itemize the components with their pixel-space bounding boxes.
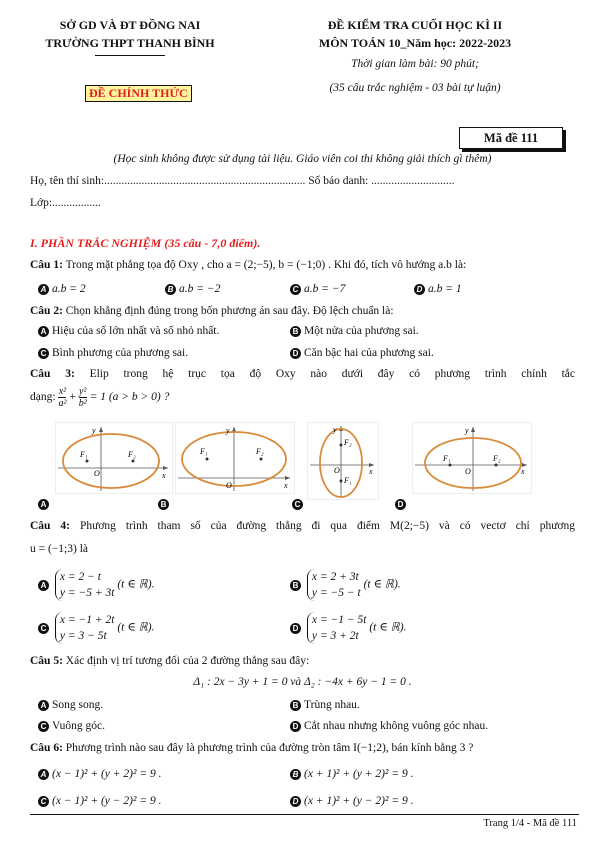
q4-b-param: (t ∈ ℝ). [363, 578, 401, 591]
q5-option-c[interactable] [38, 720, 105, 732]
q6-label: Câu 6: [30, 742, 63, 754]
exam-code-box: Mã đề 111 [459, 127, 563, 149]
official-badge: ĐỀ CHÍNH THỨC [85, 85, 192, 102]
q1-option-d-text: a.b = 1 [428, 283, 462, 295]
x-axis-arrow [285, 476, 290, 480]
q3-text-prefix: dạng: [30, 391, 56, 404]
q5-text: Xác định vị trí tương đối của 2 đường thẳng sau đây: [65, 655, 310, 667]
option-marker-b: B [290, 580, 301, 591]
label-origin: O [334, 466, 340, 475]
q2-option-b-text: Một nửa của phương sai. [304, 325, 419, 337]
q3-text: Elip trong hệ trục tọa độ Oxy nào dưới đây có phương trình chính tắc [89, 368, 576, 380]
q6-option-b-text: (x + 1)² + (y + 2)² = 9 . [304, 768, 414, 780]
q4-label: Câu 4: [30, 520, 70, 532]
q6-option-b[interactable] [290, 768, 413, 780]
q6-option-a-text: (x − 1)² + (y + 2)² = 9 . [52, 768, 162, 780]
q3-option-c[interactable] [292, 498, 306, 510]
ellipse [63, 434, 159, 488]
q4-option-d[interactable] [290, 612, 406, 644]
label-f2: F₂ [344, 438, 352, 447]
option-marker-b: B [290, 769, 301, 780]
page-footer: Trang 1/4 - Mã đề 111 [483, 818, 577, 829]
option-marker-a: A [38, 284, 49, 295]
label-f1: F₁ [443, 454, 451, 463]
q6-option-d-text: (x + 1)² + (y − 2)² = 9 . [304, 795, 414, 807]
focus-f2 [132, 460, 135, 463]
option-marker-d: D [290, 721, 301, 732]
question-6 [30, 742, 473, 754]
q2-option-a-text: Hiệu của số lớn nhất và số nhỏ nhất. [52, 325, 220, 337]
label-origin: O [94, 469, 100, 478]
ellipse-graph-a [55, 422, 173, 494]
q4-option-c[interactable] [38, 612, 154, 644]
q3-option-d[interactable] [395, 498, 409, 510]
x-axis-arrow [163, 466, 168, 470]
ellipse-graph-d [412, 422, 532, 494]
q4-b-x: x = 2 + 3t [311, 571, 359, 583]
q2-text: Chọn khẳng định đúng trong bốn phương án sau đây. Độ lệch chuẩn là: [65, 305, 394, 317]
q5-option-d-text: Cắt nhau nhưng không vuông góc nhau. [304, 720, 489, 732]
q5-option-a-text: Song song. [52, 699, 104, 711]
q4-d-param: (t ∈ ℝ). [369, 621, 407, 634]
label-x: x [284, 481, 288, 490]
q3-equation-tail: = 1 (a > b > 0) ? [89, 391, 170, 404]
y-axis-arrow [99, 427, 103, 432]
option-marker-d: D [414, 284, 425, 295]
exam-title: ĐỀ KIỂM TRA CUỐI HỌC KÌ II [327, 18, 503, 32]
plus-sign: + [69, 391, 76, 404]
q1-option-b[interactable] [165, 283, 220, 295]
option-marker-b: B [290, 700, 301, 711]
q3-option-b[interactable] [158, 498, 172, 510]
label-y: y [226, 426, 230, 435]
q2-option-a[interactable] [38, 325, 219, 337]
q5-label: Câu 5: [30, 655, 63, 667]
q4-d-x: x = −1 − 5t [311, 614, 367, 626]
q6-option-c[interactable] [38, 795, 161, 807]
q4-text: Phương trình tham số của đường thẳng đi qua điểm M(2;−5) và có vectơ chỉ phương [79, 520, 576, 532]
label-f1: F₁ [200, 447, 208, 456]
option-marker-b: B [290, 326, 301, 337]
q2-option-c[interactable] [38, 347, 188, 359]
option-marker-a: A [38, 580, 49, 591]
q1-option-c[interactable] [290, 283, 345, 295]
fraction-den-b: b² [78, 398, 87, 409]
option-marker-d: D [290, 796, 301, 807]
q2-option-c-text: Bình phương của phương sai. [52, 347, 189, 359]
label-f1: F₁ [80, 450, 88, 459]
fraction-num-x: x² [58, 386, 67, 397]
q1-option-d[interactable] [414, 283, 462, 295]
q4-option-a[interactable] [38, 569, 154, 601]
q3-option-a[interactable] [38, 498, 52, 510]
option-marker-c: C [290, 284, 301, 295]
label-f2: F₂ [256, 447, 264, 456]
section-heading: I. PHẦN TRẮC NGHIỆM (35 câu - 7,0 điểm). [30, 236, 261, 250]
option-marker-d: D [395, 499, 406, 510]
focus-f2 [260, 458, 263, 461]
q4-b-y: y = −5 − t [311, 587, 361, 599]
focus-f2 [495, 464, 498, 467]
question-4 [30, 520, 575, 532]
option-marker-c: C [38, 623, 49, 634]
focus-f2 [340, 444, 343, 447]
option-marker-d: D [290, 348, 301, 359]
option-marker-c: C [38, 796, 49, 807]
q2-option-d-text: Căn bậc hai của phương sai. [304, 347, 434, 359]
exam-format: (35 câu trắc nghiệm - 03 bài tự luận) [329, 82, 501, 94]
option-marker-a: A [38, 499, 49, 510]
label-x: x [521, 467, 525, 476]
q5-option-b-text: Trùng nhau. [304, 699, 360, 711]
label-f2: F₂ [493, 454, 501, 463]
q5-option-a[interactable] [38, 699, 103, 711]
fraction-num-y: y² [78, 386, 87, 397]
label-x: x [369, 467, 373, 476]
option-marker-a: A [38, 700, 49, 711]
y-axis-arrow [471, 427, 475, 432]
q6-option-c-text: (x − 1)² + (y − 2)² = 9 . [52, 795, 162, 807]
q5-option-b[interactable] [290, 699, 360, 711]
header-divider [95, 55, 165, 56]
option-marker-c: C [38, 721, 49, 732]
label-y: y [92, 426, 96, 435]
school-name: TRƯỜNG THPT THANH BÌNH [45, 36, 215, 50]
q4-c-param: (t ∈ ℝ). [117, 621, 155, 634]
q4-c-x: x = −1 + 2t [59, 614, 115, 626]
q1-option-a-text: a.b = 2 [52, 283, 86, 295]
student-name-field: Họ, tên thí sinh:...................................................................... Số báo danh: ............................. [30, 175, 455, 187]
q1-text: Trong mặt phẳng tọa độ Oxy , cho a = (2;−5), b = (−1;0) . Khi đó, tích vô hướng a.b là: [65, 259, 467, 271]
label-f2: F₂ [128, 450, 136, 459]
q4-a-param: (t ∈ ℝ). [117, 578, 155, 591]
label-y: y [465, 426, 469, 435]
ellipse-graph-c [307, 422, 379, 500]
q1-label: Câu 1: [30, 259, 63, 271]
exam-time: Thời gian làm bài: 90 phút; [351, 58, 479, 70]
label-f1: F₁ [344, 476, 352, 485]
focus-f1 [86, 460, 89, 463]
q4-a-y: y = −5 + 3t [59, 587, 115, 599]
q1-option-a[interactable] [38, 283, 86, 295]
q6-option-d[interactable] [290, 795, 413, 807]
fraction-den-a: a² [58, 398, 67, 409]
q6-text: Phương trình nào sau đây là phương trình của đường tròn tâm I(−1;2), bán kính bằng 3 ? [65, 742, 474, 754]
option-marker-a: A [38, 326, 49, 337]
label-x: x [162, 471, 166, 480]
label-origin: O [465, 467, 471, 476]
question-2 [30, 305, 394, 317]
q4-c-y: y = 3 − 5t [59, 630, 107, 642]
question-3 [30, 368, 575, 380]
question-1 [30, 259, 466, 271]
subject-title: MÔN TOÁN 10_Năm học: 2022-2023 [318, 36, 512, 50]
q5-option-c-text: Vuông góc. [52, 720, 105, 732]
option-marker-b: B [165, 284, 176, 295]
q1-option-b-text: a.b = −2 [179, 283, 221, 295]
ellipse-graph-b [175, 422, 295, 494]
option-marker-d: D [290, 623, 301, 634]
option-marker-c: C [38, 348, 49, 359]
q3-label: Câu 3: [30, 368, 75, 380]
q2-option-b[interactable] [290, 325, 419, 337]
focus-f1 [206, 458, 209, 461]
q2-option-d[interactable] [290, 347, 434, 359]
question-5 [30, 655, 309, 667]
focus-f1 [340, 480, 343, 483]
q4-d-y: y = 3 + 2t [311, 630, 359, 642]
q5-option-d[interactable] [290, 720, 488, 732]
dept-name: SỞ GD VÀ ĐT ĐỒNG NAI [59, 18, 201, 32]
footer-divider [30, 814, 579, 815]
focus-f1 [449, 464, 452, 467]
q2-label: Câu 2: [30, 305, 63, 317]
option-marker-c: C [292, 499, 303, 510]
label-y: y [333, 425, 337, 434]
q4-a-x: x = 2 − t [59, 571, 101, 583]
q4-option-b[interactable] [290, 569, 401, 601]
q5-equation: Δ₁ : 2x − 3y + 1 = 0 và Δ₂ : −4x + 6y − 1 = 0 . [193, 676, 412, 688]
option-marker-a: A [38, 769, 49, 780]
q6-option-a[interactable] [38, 768, 161, 780]
option-marker-b: B [158, 499, 169, 510]
label-origin: O [226, 481, 232, 490]
q4-text-line2: u = (−1;3) là [30, 543, 88, 555]
q3-equation [30, 386, 169, 409]
class-field: Lớp:................. [30, 197, 101, 209]
exam-note: (Học sinh không được sử dụng tài liệu. Giáo viên coi thi không giải thích gì thêm) [113, 153, 492, 165]
q1-option-c-text: a.b = −7 [304, 283, 346, 295]
